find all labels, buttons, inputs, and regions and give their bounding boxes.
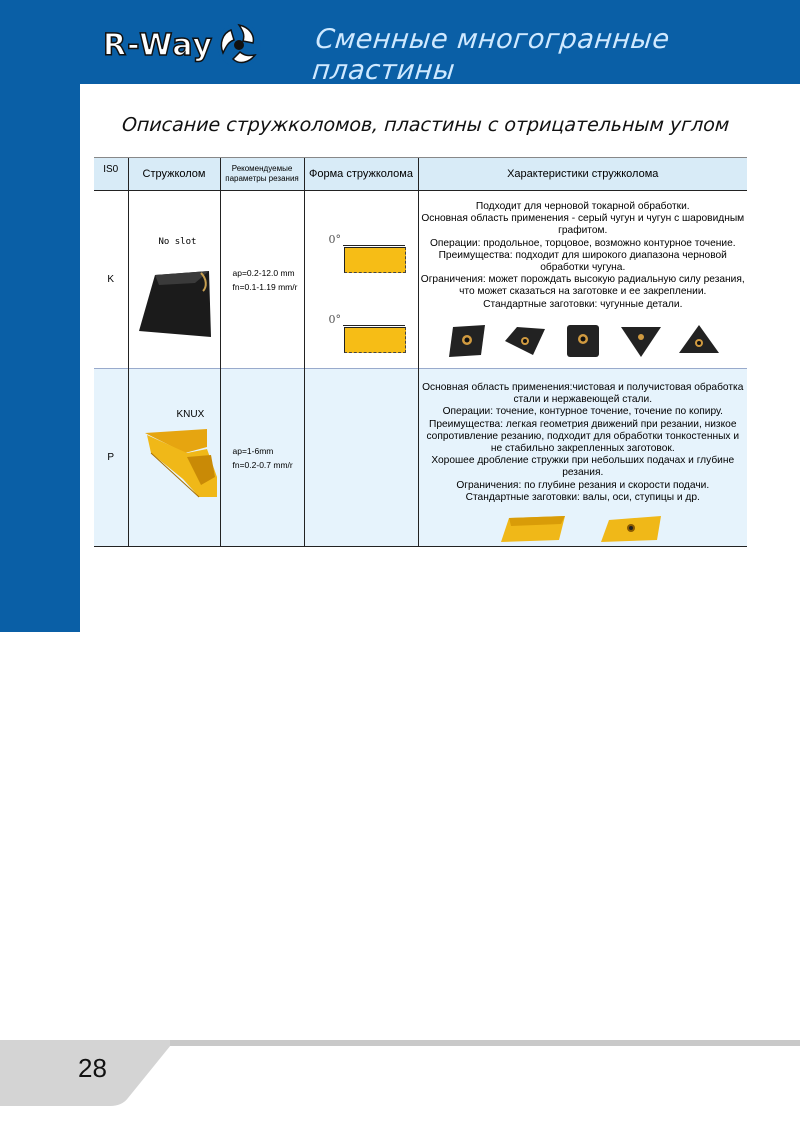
insert-thumbnail	[499, 514, 569, 544]
iso-cell: K	[107, 274, 115, 285]
insert-thumbnail	[445, 323, 489, 359]
angle-label: 0°	[328, 233, 341, 246]
chipbreaker-cell	[128, 191, 220, 369]
insert-thumbnail	[503, 323, 547, 359]
params-cell	[220, 191, 304, 369]
insert-photo-p	[141, 427, 219, 499]
char-line: Стандартные заготовки: валы, оси, ступицы и др.	[465, 491, 700, 503]
table-row	[94, 369, 747, 547]
table-row	[94, 191, 747, 369]
table-header-row	[94, 158, 747, 191]
param-fn: fn=0.1-1.19 mm/r	[232, 281, 298, 292]
param-ap: ap=1-6mm	[232, 445, 274, 456]
header-iso: IS0	[94, 158, 128, 191]
char-line: Преимущества: подходит для широкого диапазона черновой обработки чугуна.	[438, 249, 727, 274]
header-params: Рекомендуемые параметры резания	[220, 158, 304, 191]
page-number: 28	[78, 1053, 107, 1083]
insert-photo-k	[135, 269, 215, 339]
shape-top-line	[343, 325, 405, 326]
char-line: Ограничения: может порождать высокую радиальную силу резания, что может сказаться на заготовке и ее закреплении.	[420, 274, 745, 298]
header-characteristics: Характеристики стружколома	[418, 158, 747, 191]
form-cell	[304, 191, 418, 369]
char-line: Преимущества: легкая геометрия движений при резании, низкое сопротивление резанию, подходит для обработки тонкостенных и не стабильно закрепленных заготовок.	[426, 418, 740, 455]
param-fn: fn=0.2-0.7 mm/r	[232, 459, 293, 470]
char-line: Хорошее дробление стружки при небольших подачах и глубине резания.	[431, 455, 735, 479]
char-line: Основная область применения - серый чугун и чугун с шаровидным графитом.	[421, 213, 745, 237]
insert-thumbnails	[421, 514, 746, 544]
char-line: Подходит для черновой токарной обработки.	[475, 201, 690, 212]
characteristics-text	[421, 369, 746, 504]
char-line: Операции: точение, контурное точение, точение по копиру.	[442, 406, 723, 418]
iso-cell: P	[107, 452, 115, 463]
char-line: Ограничения: по глубине резания и скорости подачи.	[456, 479, 710, 491]
chipbreaker-cell	[128, 369, 220, 547]
header-chipbreaker: Стружколом	[128, 158, 220, 191]
header-form: Форма стружколома	[304, 158, 418, 191]
insert-thumbnail	[561, 323, 605, 359]
insert-thumbnail	[597, 514, 667, 544]
insert-thumbnail	[619, 323, 663, 359]
brand-name: R-Way	[103, 27, 214, 63]
chipbreaker-shape	[344, 247, 406, 273]
section-title: Описание стружколомов, пластины с отрицательным углом	[121, 114, 731, 136]
shape-top-line	[343, 245, 405, 246]
param-ap: ap=0.2-12.0 mm	[232, 267, 295, 278]
footer-bar	[170, 1040, 800, 1046]
params-cell	[220, 369, 304, 547]
char-line: Стандартные заготовки: чугунные детали.	[483, 298, 683, 310]
char-line: Операции: продольное, торцовое, возможно контурное точение.	[429, 237, 736, 249]
form-cell	[304, 369, 418, 547]
characteristics-cell	[418, 369, 747, 547]
chipbreaker-shape	[344, 327, 406, 353]
insert-thumbnail	[677, 323, 721, 359]
chipbreaker-table	[94, 157, 747, 547]
brand-logo	[103, 22, 263, 68]
insert-thumbnails	[421, 323, 746, 359]
characteristics-text	[421, 191, 746, 311]
chipbreaker-label: No slot	[158, 237, 197, 247]
chipbreaker-label: KNUX	[176, 409, 205, 420]
characteristics-cell	[418, 191, 747, 369]
side-band	[0, 84, 80, 632]
angle-label: 0°	[328, 313, 341, 326]
tri-blade-logo-icon	[215, 21, 263, 69]
char-line: Основная область применения:чистовая и получистовая обработка стали и нержавеющей стали.	[422, 382, 744, 406]
header-title: Сменные многогранные пластины	[310, 24, 672, 86]
